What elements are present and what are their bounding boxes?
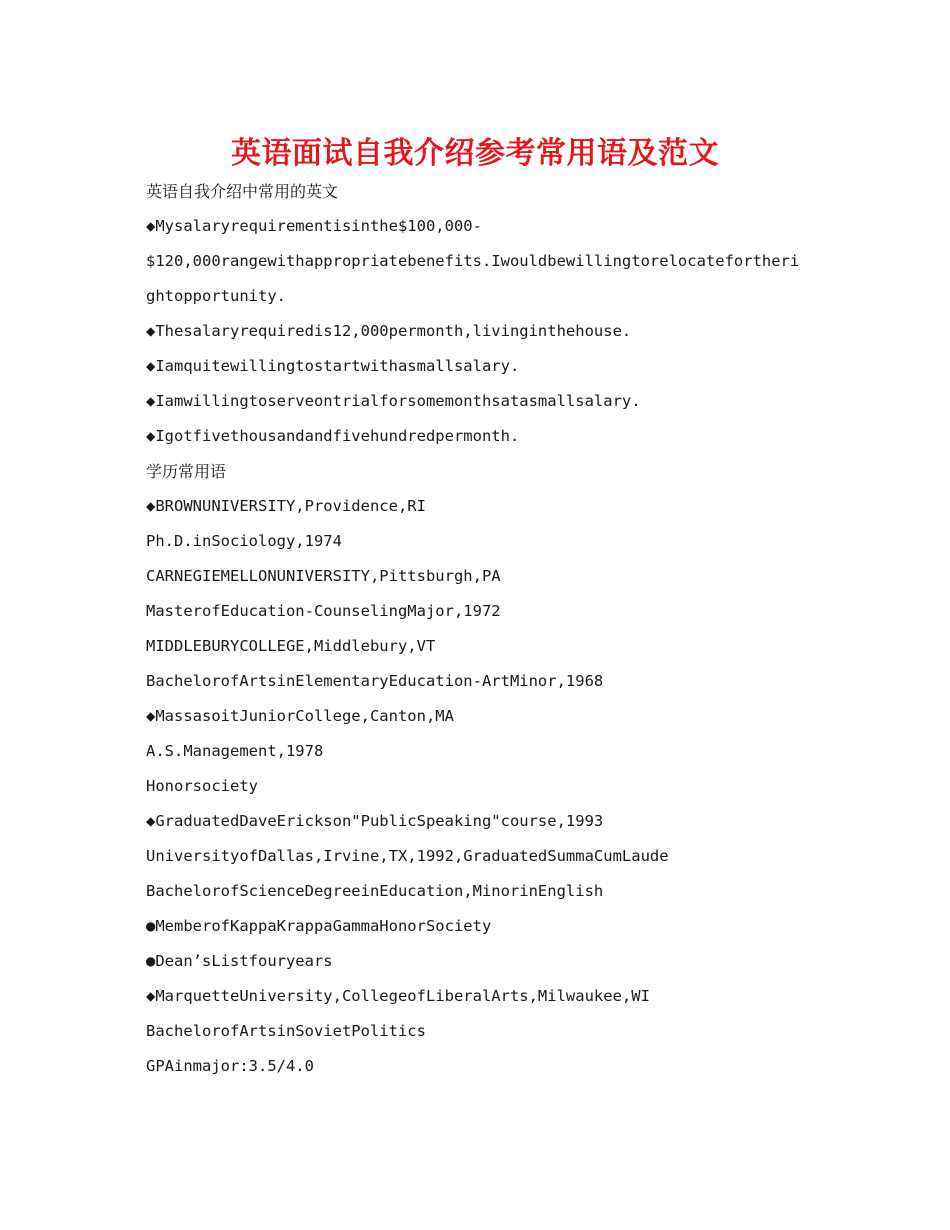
text-line: CARNEGIEMELLONUNIVERSITY,Pittsburgh,PA [146, 567, 501, 585]
text-line: ◆Igotfivethousandandfivehundredpermonth. [146, 427, 520, 445]
section-heading: 英语自我介绍中常用的英文 [146, 182, 339, 201]
text-line: ghtopportunity. [146, 287, 286, 305]
text-line: GPAinmajor:3.5/4.0 [146, 1057, 314, 1075]
text-line: MIDDLEBURYCOLLEGE,Middlebury,VT [146, 637, 436, 655]
text-line: Ph.D.inSociology,1974 [146, 532, 342, 550]
text-line: MasterofEducation-CounselingMajor,1972 [146, 602, 501, 620]
text-line: BachelorofArtsinElementaryEducation-ArtMinor,1968 [146, 672, 604, 690]
text-line: ●MemberofKappaKrappaGammaHonorSociety [146, 917, 492, 935]
text-line: BachelorofArtsinSovietPolitics [146, 1022, 426, 1040]
text-line: ●Dean’sListfouryears [146, 952, 333, 970]
text-line: UniversityofDallas,Irvine,TX,1992,GraduatedSummaCumLaude [146, 847, 669, 865]
document-title: 英语面试自我介绍参考常用语及范文 [231, 136, 719, 171]
text-line: ◆BROWNUNIVERSITY,Providence,RI [146, 497, 426, 515]
text-line: ◆Iamwillingtoserveontrialforsomemonthsatasmallsalary. [146, 392, 641, 410]
text-line: ◆GraduatedDaveErickson"PublicSpeaking"course,1993 [146, 812, 604, 830]
text-line: BachelorofScienceDegreeinEducation,MinorinEnglish [146, 882, 604, 900]
text-line: ◆MassasoitJuniorCollege,Canton,MA [146, 707, 454, 725]
text-line: Honorsociety [146, 777, 258, 795]
section-heading: 学历常用语 [146, 462, 227, 481]
text-line: ◆Thesalaryrequiredis12,000permonth,livinginthehouse. [146, 322, 632, 340]
text-line: ◆Iamquitewillingtostartwithasmallsalary. [146, 357, 520, 375]
text-line: A.S.Management,1978 [146, 742, 324, 760]
text-line: ◆MarquetteUniversity,CollegeofLiberalArts,Milwaukee,WI [146, 987, 650, 1005]
text-line: ◆Mysalaryrequirementisinthe$100,000- [146, 217, 482, 235]
document-body [146, 174, 846, 1084]
text-line: $120,000rangewithappropriatebenefits.Iwouldbewillingtorelocatefortheri [146, 252, 800, 270]
